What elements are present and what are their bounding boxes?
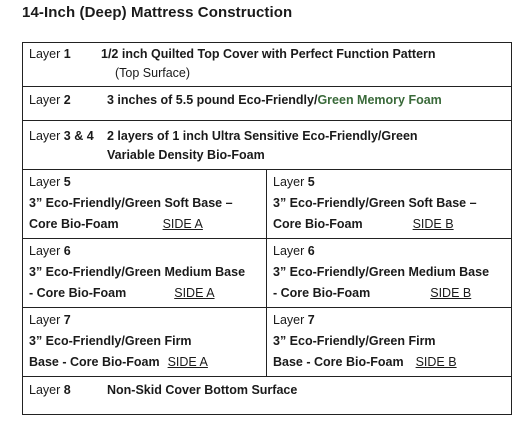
layer-6-a-line1: 3” Eco-Friendly/Green Medium Base xyxy=(29,265,246,279)
layer-6-b-number: 6 xyxy=(307,244,315,258)
layer-6-side-a-cell xyxy=(23,239,267,307)
page-title: 14-Inch (Deep) Mattress Construction xyxy=(22,4,293,21)
layer-3-4-row xyxy=(23,121,511,170)
layer-7-side-b: SIDE B xyxy=(415,355,457,369)
layer-7-row xyxy=(23,308,511,377)
layer-2-number: 2 xyxy=(63,93,71,107)
layer-8-row xyxy=(23,377,511,414)
layer-5-b-number: 5 xyxy=(307,175,315,189)
layer-5-b-line2: Core Bio-Foam xyxy=(273,217,363,231)
layer-3-4-tag xyxy=(29,127,107,146)
layer-3-4-description-line2: Variable Density Bio-Foam xyxy=(107,148,265,162)
layer-5-row xyxy=(23,170,511,239)
layer-2-label: Layer xyxy=(29,93,61,107)
layer-7-a-label: Layer xyxy=(29,313,61,327)
layer-6-b-line2: - Core Bio-Foam xyxy=(273,286,371,300)
layer-3-4-label: Layer xyxy=(29,129,61,143)
layer-5-b-line1: 3” Eco-Friendly/Green Soft Base – xyxy=(273,196,477,210)
layer-6-a-label: Layer xyxy=(29,244,61,258)
layer-5-a-line1: 3” Eco-Friendly/Green Soft Base – xyxy=(29,196,233,210)
layer-5-side-a-cell xyxy=(23,170,267,238)
layer-5-a-label: Layer xyxy=(29,175,61,189)
layer-8-description: Non-Skid Cover Bottom Surface xyxy=(107,383,298,397)
layer-5-side-b-cell xyxy=(267,170,511,238)
layer-6-row xyxy=(23,239,511,308)
layer-6-side-a: SIDE A xyxy=(174,286,215,300)
layer-2-description-green: Green Memory Foam xyxy=(317,93,442,107)
layer-7-b-line2: Base - Core Bio-Foam xyxy=(273,355,404,369)
layer-7-b-number: 7 xyxy=(307,313,315,327)
layer-7-a-line2: Base - Core Bio-Foam xyxy=(29,355,160,369)
layer-6-a-number: 6 xyxy=(63,244,71,258)
layer-7-b-line1: 3” Eco-Friendly/Green Firm xyxy=(273,334,436,348)
layer-2-row xyxy=(23,87,511,121)
layer-6-b-label: Layer xyxy=(273,244,305,258)
layer-5-side-b: SIDE B xyxy=(412,217,454,231)
layer-6-side-b-cell xyxy=(267,239,511,307)
layer-7-b-label: Layer xyxy=(273,313,305,327)
layer-3-4-number: 3 & 4 xyxy=(63,129,94,143)
layer-5-b-label: Layer xyxy=(273,175,305,189)
layer-6-b-line1: 3” Eco-Friendly/Green Medium Base xyxy=(273,265,490,279)
layer-7-a-number: 7 xyxy=(63,313,71,327)
layer-2-tag xyxy=(29,91,107,110)
layer-5-a-line2: Core Bio-Foam xyxy=(29,217,119,231)
layer-2-description: 3 inches of 5.5 pound Eco-Friendly/ xyxy=(107,93,318,107)
layer-7-a-line1: 3” Eco-Friendly/Green Firm xyxy=(29,334,192,348)
layer-1-label: Layer xyxy=(29,47,61,61)
layer-5-side-a: SIDE A xyxy=(162,217,203,231)
layer-8-number: 8 xyxy=(63,383,71,397)
layer-7-side-b-cell xyxy=(267,308,511,376)
layer-6-a-line2: - Core Bio-Foam xyxy=(29,286,127,300)
layer-6-side-b: SIDE B xyxy=(430,286,472,300)
layer-1-number: 1 xyxy=(63,47,71,61)
construction-table xyxy=(22,42,512,415)
layer-1-tag xyxy=(29,45,101,64)
layer-5-a-number: 5 xyxy=(63,175,71,189)
layer-8-label: Layer xyxy=(29,383,61,397)
layer-1-row xyxy=(23,43,511,87)
layer-1-note: (Top Surface) xyxy=(115,66,191,80)
layer-7-side-a: SIDE A xyxy=(167,355,208,369)
layer-8-tag xyxy=(29,381,107,400)
layer-3-4-description-line1: 2 layers of 1 inch Ultra Sensitive Eco-Friendly/Green xyxy=(107,129,418,143)
layer-7-side-a-cell xyxy=(23,308,267,376)
layer-1-description: 1/2 inch Quilted Top Cover with Perfect Function Pattern xyxy=(101,47,436,61)
